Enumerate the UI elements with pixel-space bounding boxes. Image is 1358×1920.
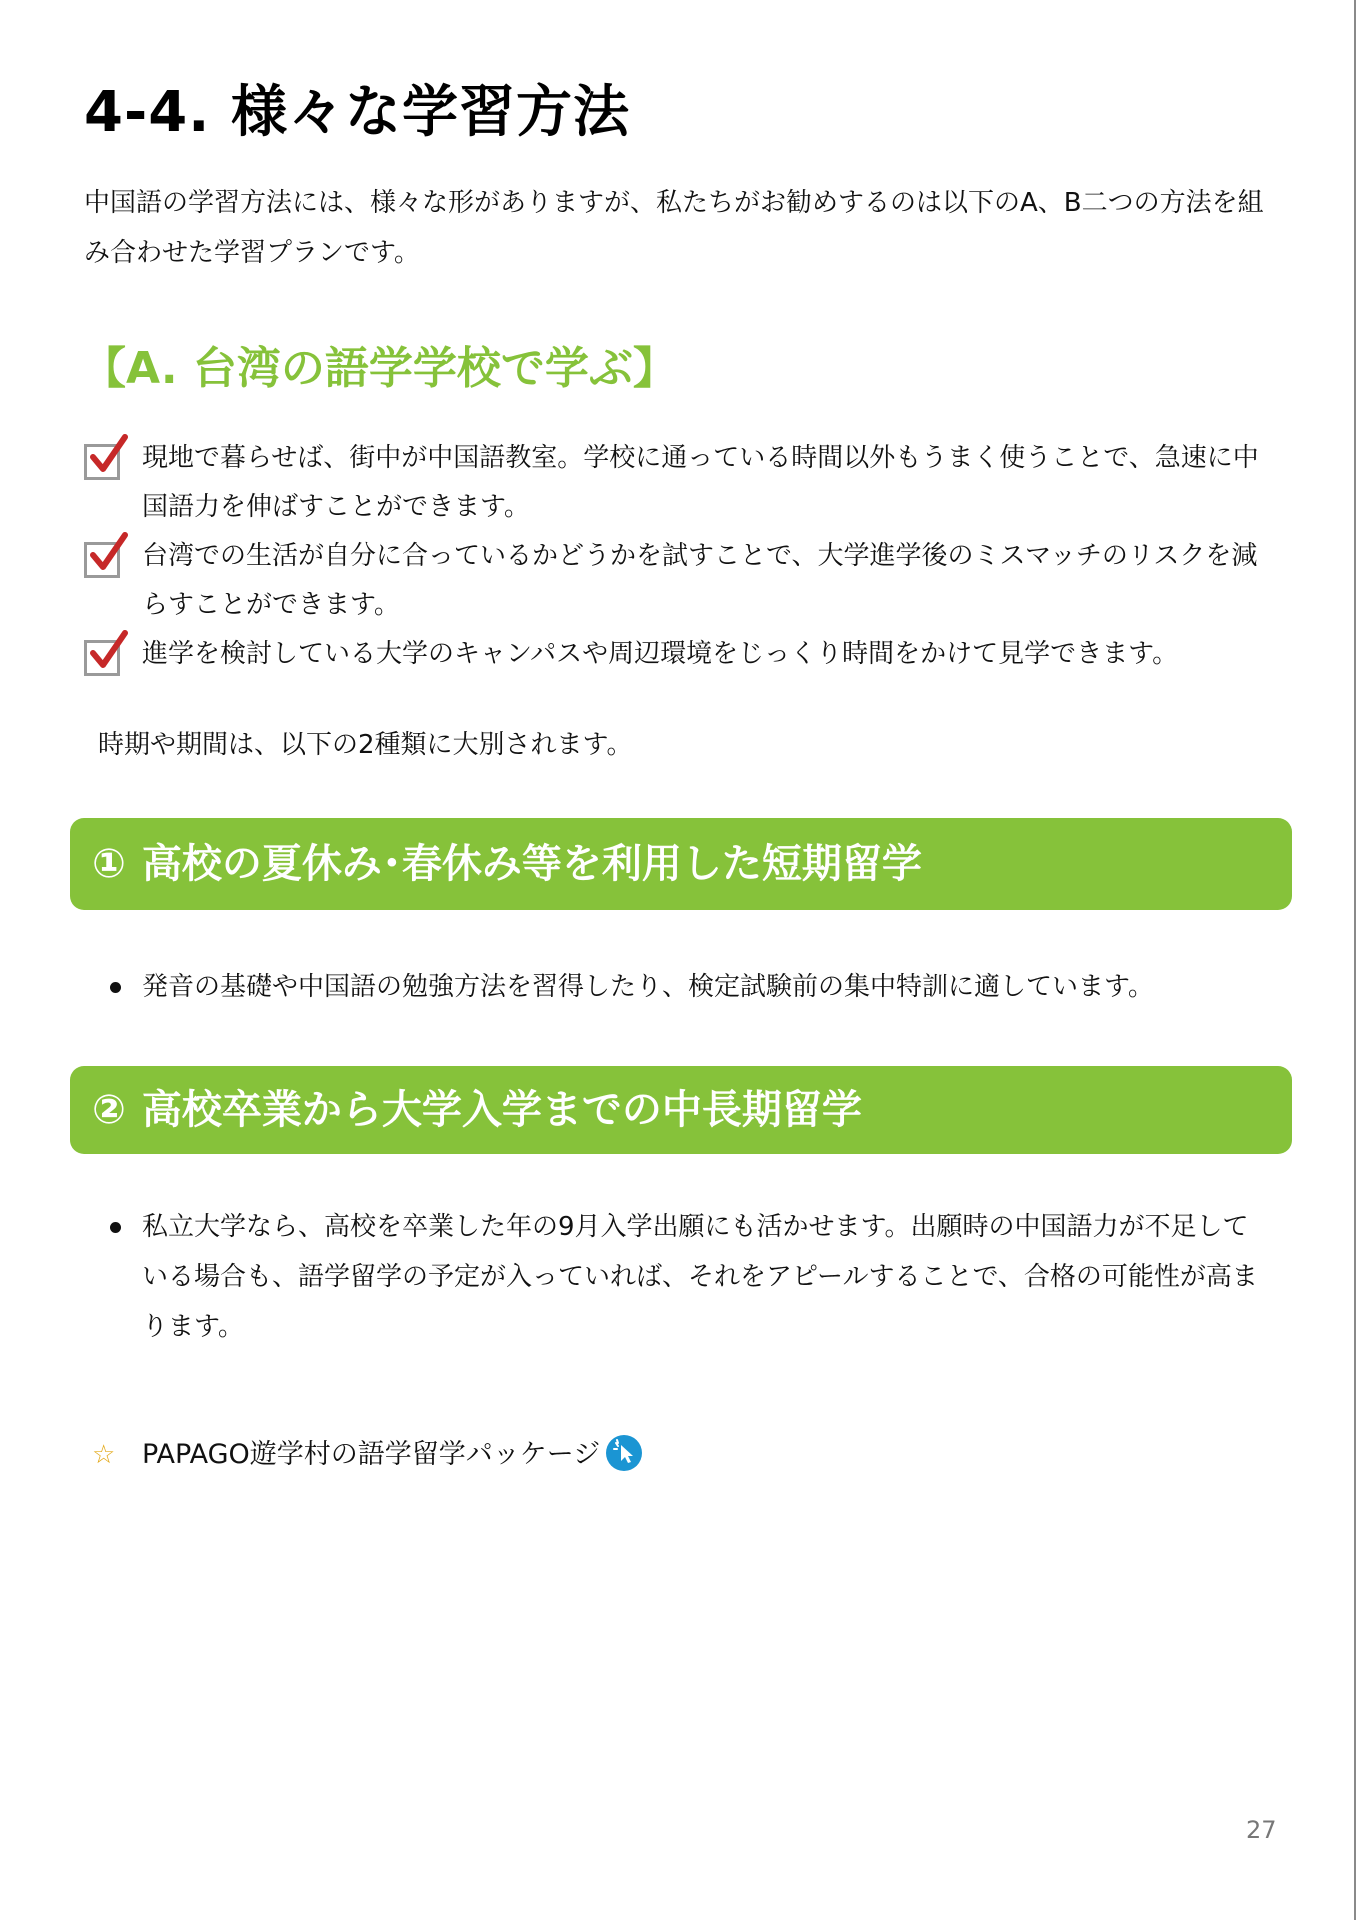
bullet-text: 発音の基礎や中国語の勉強方法を習得したり、検定試験前の集中特訓に適しています。 [142,972,1154,1002]
page-title: 4-4. 様々な学習方法 [84,80,630,145]
option-1-bullets [84,962,1274,1012]
option-1-number: ① [92,841,126,887]
page-number: 27 [1246,1816,1277,1844]
intro-paragraph: 中国語の学習方法には、様々な形がありますが、私たちがお勧めするのは以下のA、B二つの方法を組み合わせた学習プランです。 [84,188,1264,268]
option-2-number: ② [92,1087,126,1133]
checkbox-checked-icon [84,444,120,480]
bullet-dot-icon [110,982,121,993]
package-link-row[interactable] [92,1430,642,1480]
checklist-text: 台湾での生活が自分に合っているかどうかを試すことで、大学進学後のミスマッチのリスクを減らすことができます。 [142,541,1258,620]
checklist-text: 進学を検討している大学のキャンパスや周辺環境をじっくり時間をかけて見学できます。 [142,639,1179,669]
section-a-heading: 【A. 台湾の語学学校で学ぶ】 [82,343,677,394]
bullet-item [84,1202,1274,1352]
checklist-item [84,434,1274,532]
cursor-click-icon[interactable] [606,1435,642,1471]
option-1-heading: 高校の夏休み･春休み等を利用した短期留学 [141,841,922,887]
checkbox-checked-icon [84,542,120,578]
option-2-banner [70,1066,1292,1154]
checkbox-checked-icon [84,640,120,676]
option-1-banner [70,818,1292,910]
checklist-item [84,630,1274,679]
package-link[interactable]: PAPAGO遊学村の語学留学パッケージ [142,1439,601,1470]
checklist-item [84,532,1274,630]
checklist [84,434,1274,679]
star-icon: ☆ [92,1440,116,1470]
checklist-text: 現地で暮らせば、街中が中国語教室。学校に通っている時間以外もうまく使うことで、急速に中国語力を伸ばすことができます。 [142,443,1259,522]
option-2-bullets [84,1202,1274,1352]
period-note: 時期や期間は、以下の2種類に大別されます。 [98,730,633,760]
bullet-dot-icon [110,1222,121,1233]
page-edge-line [1354,0,1356,1920]
bullet-item [84,962,1274,1012]
bullet-text: 私立大学なら、高校を卒業した年の9月入学出願にも活かせます。出願時の中国語力が不足している場合も、語学留学の予定が入っていれば、それをアピールすることで、合格の可能性が高まります。 [142,1212,1258,1342]
option-2-heading: 高校卒業から大学入学までの中長期留学 [141,1087,862,1133]
